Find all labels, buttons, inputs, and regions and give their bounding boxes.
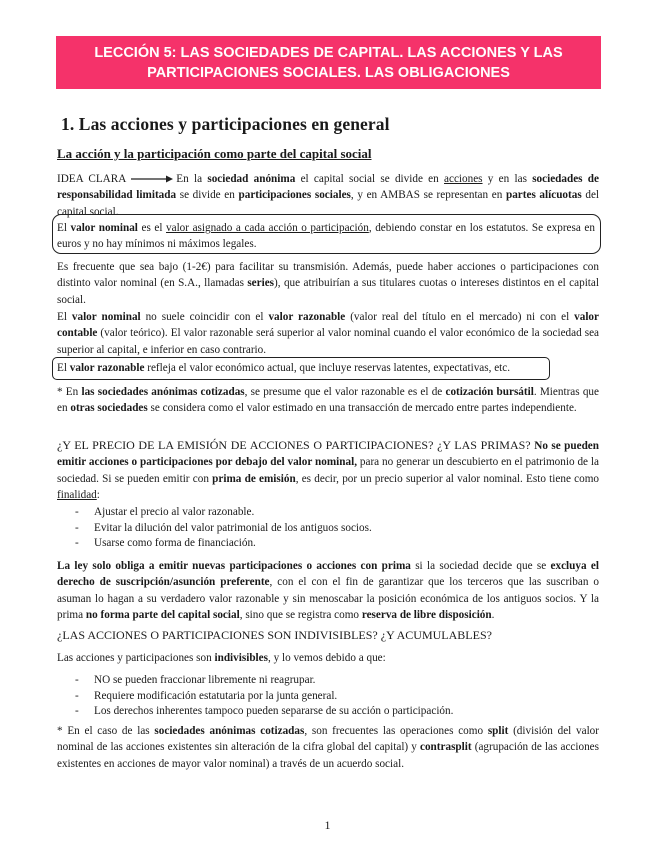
split-paragraph: * En el caso de las sociedades anónimas cotizadas, son frecuentes las operaciones como split (división del valor nominal de las acciones existentes sin alteración de la cifra global del capital) y contrasplit (agrupación de las acciones existentes en acciones de mayor valor nominal) a través de un acuerdo social. bbox=[57, 725, 599, 770]
list-item: - Ajustar el precio al valor razonable. bbox=[75, 505, 575, 521]
arrow-right-icon bbox=[129, 174, 173, 184]
list-item: - NO se pueden fraccionar libremente ni reagrupar. bbox=[75, 673, 575, 689]
ley-paragraph: La ley solo obliga a emitir nuevas participaciones o acciones con prima si la sociedad decide que se excluya el derecho de suscripción/asunción preferente, con el con el fin de garantizar que los terceros que las suscriban o asuman lo hagan a su verdadero valor razonable y sin menoscabar la posición económica de los antiguos socios. Y la prima no forma parte del capital social, sino que se registra como reserva de libre disposición. bbox=[57, 560, 599, 621]
lesson-banner bbox=[56, 36, 601, 89]
lesson-title: LECCIÓN 5: LAS SOCIEDADES DE CAPITAL. LAS ACCIONES Y LAS PARTICIPACIONES SOCIALES. LAS OBLIGACIONES bbox=[94, 44, 563, 81]
list-item: - Requiere modificación estatutaria por la junta general. bbox=[75, 689, 575, 705]
indivisibles-paragraph: Las acciones y participaciones son indivisibles, y lo vemos debido a que: bbox=[57, 652, 386, 664]
list-item: - Los derechos inherentes tampoco pueden separarse de su acción o participación. bbox=[75, 704, 575, 720]
razonable-paragraph: El valor nominal no suele coincidir con el valor razonable (valor real del título en el mercado) ni con el valor contable (valor teórico). El valor razonable será superior al valor nominal cuando el valor económico de la sociedad sea superior al capital, e inferior en caso contrario. bbox=[57, 311, 599, 356]
precio-paragraph: ¿Y EL PRECIO DE LA EMISIÓN DE ACCIONES O PARTICIPACIONES? ¿Y LAS PRIMAS? No se pueden emitir acciones o participaciones por debajo del valor nominal, para no generar un descubierto en el patrimonio de la sociedad. Si se pueden emitir con prima de emisión, es decir, por un precio superior al valor nominal. Esto tiene como finalidad: bbox=[57, 438, 599, 501]
subsection-title: La acción y la participación como parte del capital social bbox=[57, 146, 372, 161]
list-item: - Usarse como forma de financiación. bbox=[75, 536, 575, 552]
idea-clara-paragraph: IDEA CLARA En la sociedad anónima el capital social se divide en acciones y en las sociedades de responsabilidad limitada se divide en participaciones sociales, y en AMBAS se representan en partes alícuotas del capital social. bbox=[57, 173, 600, 218]
cotizadas-paragraph: * En las sociedades anónimas cotizadas, se presume que el valor razonable es el de cotización bursátil. Mientras que en otras sociedades se considera como el valor estimado en una transacción de mercado entre partes independiente. bbox=[57, 386, 599, 415]
indivisibles-question: ¿LAS ACCIONES O PARTICIPACIONES SON INDIVISIBLES? ¿Y ACUMULABLES? bbox=[57, 628, 492, 642]
section-title: 1. Las acciones y participaciones en general bbox=[61, 114, 390, 134]
list-item: - Evitar la dilución del valor patrimonial de los antiguos socios. bbox=[75, 521, 575, 537]
page-number: 1 bbox=[324, 818, 331, 832]
valor-nominal-paragraph: El valor nominal es el valor asignado a cada acción o participación, debiendo constar en los estatutos. Se expresa en euros y no hay mínimos ni máximos legales. bbox=[57, 222, 595, 251]
frecuente-paragraph: Es frecuente que sea bajo (1-2€) para facilitar su transmisión. Además, puede haber acciones o participaciones con distinto valor nominal (en S.A., llamadas series), que atribuirían a sus titulares cuotas o intereses distintos en el capital social. bbox=[57, 261, 599, 306]
finalidad-list bbox=[75, 505, 575, 552]
valor-razonable-paragraph: El valor razonable refleja el valor económico actual, que incluye reservas latentes, expectativas, etc. bbox=[57, 362, 511, 374]
indivisibles-list bbox=[75, 673, 575, 720]
